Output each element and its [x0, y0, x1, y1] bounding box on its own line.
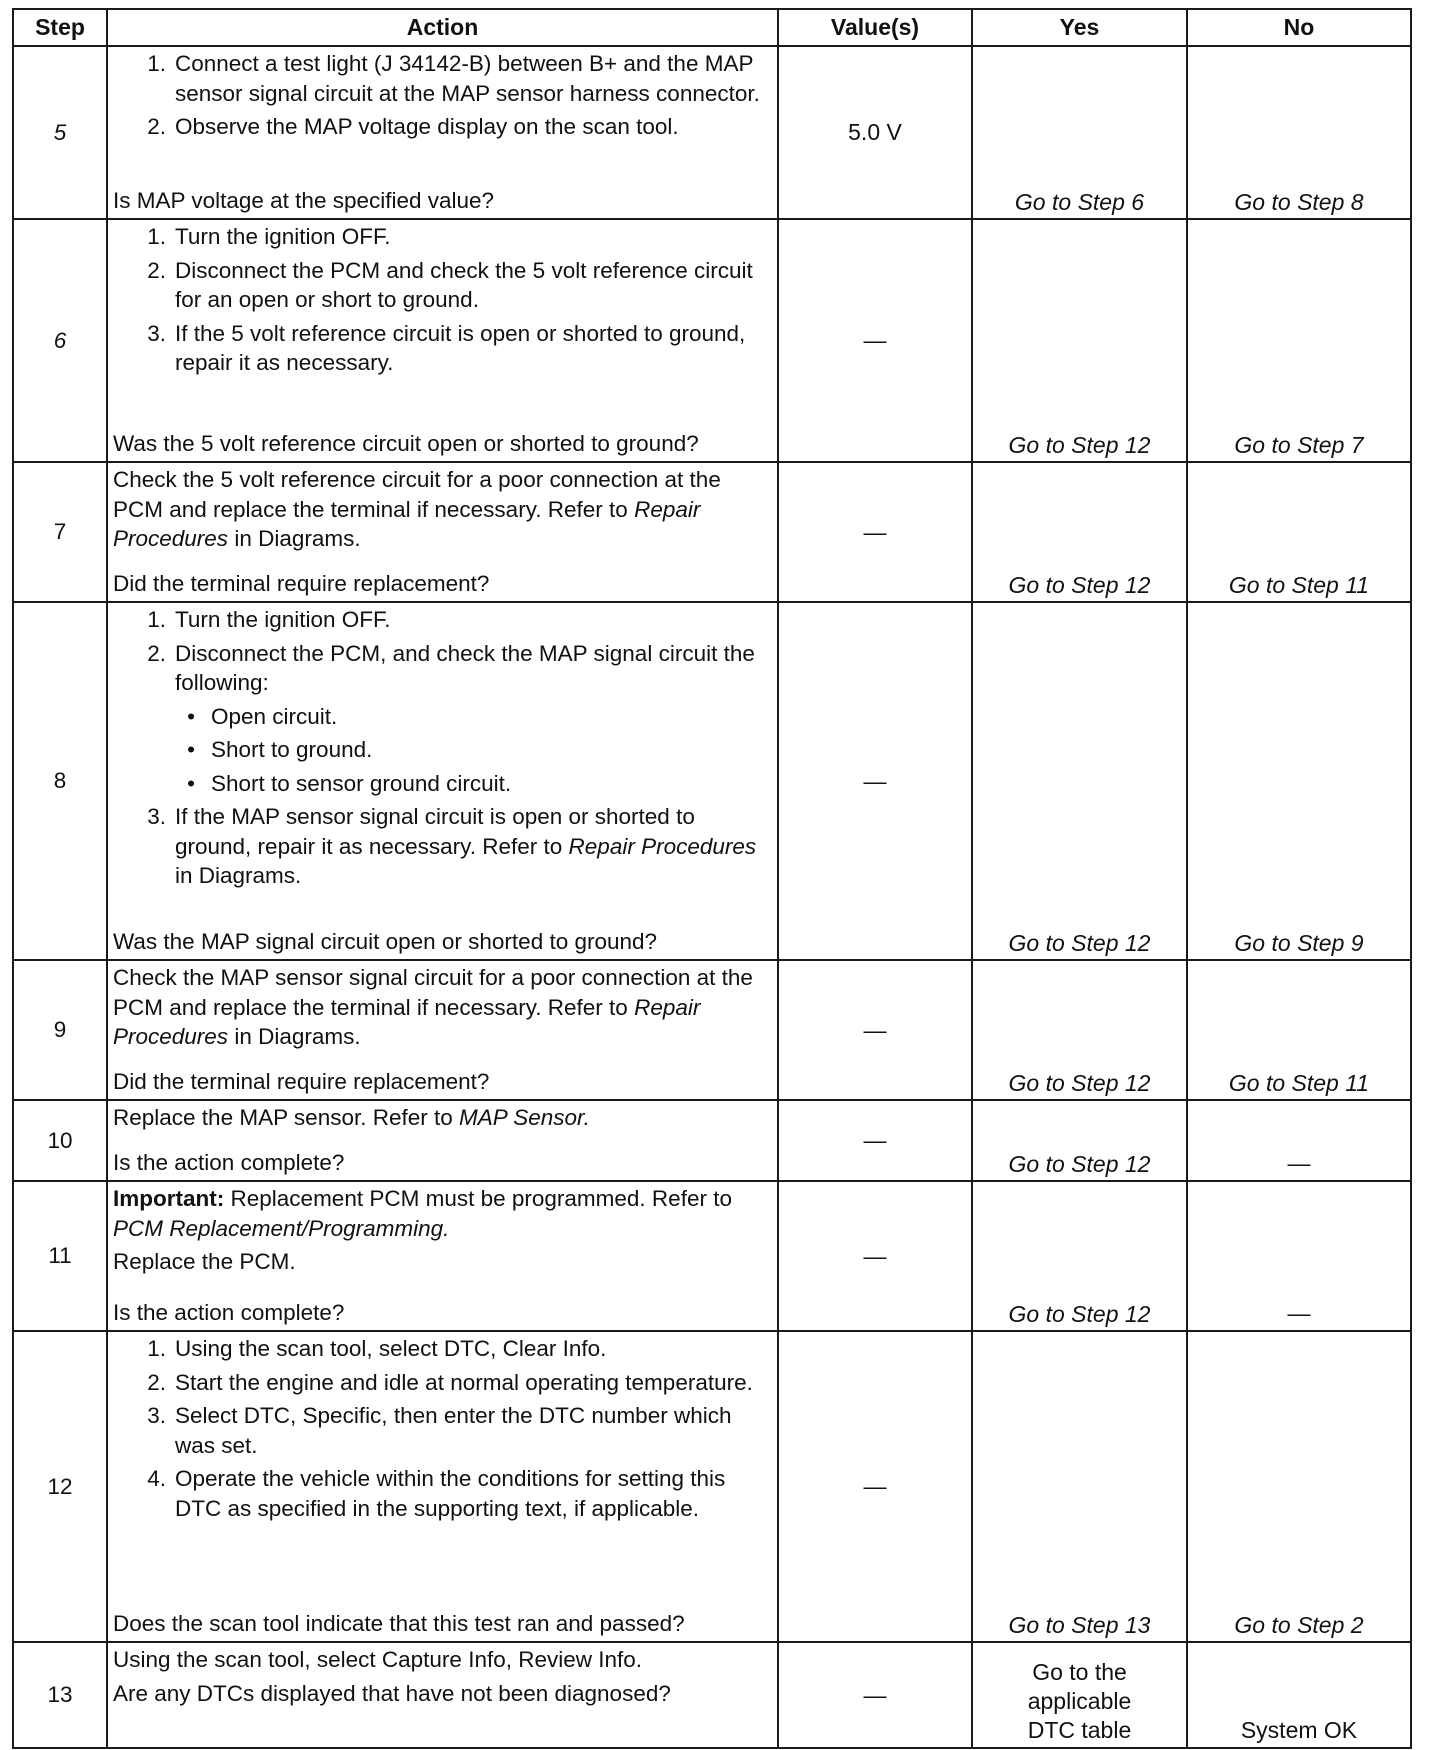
- question: Did the terminal require replacement?: [113, 1068, 490, 1094]
- item-text: Turn the ignition OFF.: [175, 607, 391, 632]
- header-action: Action: [107, 9, 778, 46]
- no-action: Go to Step 8: [1187, 46, 1411, 219]
- bullet-text: Short to ground.: [211, 737, 373, 762]
- question: Was the MAP signal circuit open or shorted to ground?: [113, 928, 658, 954]
- no-action: System OK: [1187, 1642, 1411, 1748]
- bullet-item: [113, 735, 771, 765]
- header-no: No: [1187, 9, 1411, 46]
- action-text: Replace the PCM.: [113, 1249, 296, 1274]
- important-note: [113, 1184, 771, 1243]
- action-text: [113, 465, 771, 554]
- question: Does the scan tool indicate that this test ran and passed?: [113, 1610, 685, 1636]
- list-item: [113, 605, 771, 635]
- value-cell: —: [778, 462, 972, 602]
- yes-action: Go to Step 12: [972, 1181, 1187, 1331]
- step-number: 12: [13, 1331, 107, 1642]
- yes-action: Go to Step 12: [972, 462, 1187, 602]
- value-cell: —: [778, 1331, 972, 1642]
- reference-link[interactable]: Repair Procedures: [568, 833, 757, 859]
- reference-link[interactable]: MAP Sensor.: [459, 1105, 590, 1130]
- item-text: If the 5 volt reference circuit is open or shorted to ground, repair it as necessary.: [175, 320, 746, 375]
- value-cell: —: [778, 1181, 972, 1331]
- item-number: 2.: [147, 114, 166, 139]
- action-text: [113, 963, 771, 1052]
- action-cell: [107, 219, 778, 462]
- no-action: —: [1187, 1181, 1411, 1331]
- list-item: [113, 112, 771, 142]
- no-action: Go to Step 9: [1187, 602, 1411, 960]
- action-cell: [107, 1100, 778, 1181]
- step-number: 7: [13, 462, 107, 602]
- action-text: Using the scan tool, select Capture Info, Review Info.: [113, 1647, 643, 1672]
- item-number: 1.: [147, 607, 166, 632]
- bullet-icon: •: [187, 737, 195, 762]
- reference-link[interactable]: Repair Procedures: [113, 994, 701, 1049]
- reference-link[interactable]: PCM Replacement/Programming.: [113, 1215, 450, 1241]
- list-item: [113, 256, 771, 315]
- reference-suffix: in Diagrams.: [175, 863, 302, 888]
- item-text: Turn the ignition OFF.: [175, 224, 391, 249]
- item-text: Using the scan tool, select DTC, Clear Info.: [175, 1336, 607, 1361]
- header-row: [13, 9, 1411, 46]
- item-number: 1.: [147, 51, 166, 76]
- item-text: Disconnect the PCM, and check the MAP signal circuit the following:: [175, 640, 755, 695]
- question: Is the action complete?: [113, 1299, 345, 1325]
- action-body: Check the 5 volt reference circuit for a poor connection at the PCM and replace the terminal if necessary. Refer to: [113, 467, 721, 522]
- list-item: [113, 1464, 771, 1523]
- question: Is the action complete?: [113, 1149, 345, 1175]
- step-row-8: [13, 602, 1411, 960]
- step-row-5: [13, 46, 1411, 219]
- step-number: 13: [13, 1642, 107, 1748]
- value-cell: —: [778, 1642, 972, 1748]
- step-row-6: [13, 219, 1411, 462]
- question: Was the 5 volt reference circuit open or shorted to ground?: [113, 430, 699, 456]
- item-text: Select DTC, Specific, then enter the DTC number which was set.: [175, 1403, 732, 1458]
- no-action: Go to Step 2: [1187, 1331, 1411, 1642]
- list-item: [113, 49, 771, 108]
- item-number: 4.: [147, 1466, 166, 1491]
- question: Did the terminal require replacement?: [113, 570, 490, 596]
- no-action: —: [1187, 1100, 1411, 1181]
- bullet-item: [113, 702, 771, 732]
- list-item: [113, 802, 771, 891]
- yes-action: Go to Step 12: [972, 602, 1187, 960]
- step-number: 11: [13, 1181, 107, 1331]
- header-step: Step: [13, 9, 107, 46]
- item-number: 3.: [147, 804, 166, 829]
- no-action: Go to Step 7: [1187, 219, 1411, 462]
- item-number: 2.: [147, 1369, 166, 1395]
- list-item: [113, 639, 771, 698]
- value-cell: —: [778, 1100, 972, 1181]
- action-cell: [107, 602, 778, 960]
- question: Are any DTCs displayed that have not been diagnosed?: [113, 1680, 671, 1706]
- step-row-11: [13, 1181, 1411, 1331]
- bullet-item: [113, 769, 771, 799]
- step-number: 10: [13, 1100, 107, 1181]
- action-cell: [107, 1331, 778, 1642]
- action-cell: [107, 1181, 778, 1331]
- item-number: 3.: [147, 320, 166, 346]
- step-row-12: [13, 1331, 1411, 1642]
- yes-action: Go to Step 12: [972, 219, 1187, 462]
- item-number: 2.: [147, 640, 166, 666]
- yes-action: Go to the applicable DTC table: [972, 1642, 1187, 1748]
- list-item: [113, 1368, 771, 1398]
- yes-action: Go to Step 12: [972, 960, 1187, 1100]
- step-row-7: [13, 462, 1411, 602]
- reference-suffix: in Diagrams.: [234, 1024, 361, 1049]
- step-row-10: [13, 1100, 1411, 1181]
- item-text: Operate the vehicle within the conditions for setting this DTC as specified in the supporting text, if applicable.: [175, 1466, 726, 1521]
- bullet-text: Open circuit.: [211, 703, 338, 729]
- step-number: 8: [13, 602, 107, 960]
- list-item: [113, 319, 771, 378]
- list-item: [113, 1334, 771, 1364]
- bullet-icon: •: [187, 770, 195, 796]
- action-cell: [107, 960, 778, 1100]
- step-row-9: [13, 960, 1411, 1100]
- header-yes: Yes: [972, 9, 1187, 46]
- step-number: 9: [13, 960, 107, 1100]
- diagnostic-table: [12, 8, 1412, 1749]
- no-action: Go to Step 11: [1187, 462, 1411, 602]
- header-values: Value(s): [778, 9, 972, 46]
- bullet-icon: •: [187, 703, 195, 729]
- important-label: Important:: [113, 1186, 225, 1211]
- question: Is MAP voltage at the specified value?: [113, 187, 495, 213]
- item-text: Observe the MAP voltage display on the scan tool.: [175, 114, 679, 139]
- action-cell: [107, 1642, 778, 1748]
- action-cell: [107, 462, 778, 602]
- yes-action: Go to Step 13: [972, 1331, 1187, 1642]
- reference-suffix: in Diagrams.: [234, 526, 361, 551]
- list-item: [113, 1401, 771, 1460]
- step-number: 5: [13, 46, 107, 219]
- value-cell: —: [778, 602, 972, 960]
- value-cell: —: [778, 219, 972, 462]
- action-body: Replace the MAP sensor. Refer to: [113, 1105, 453, 1130]
- bullet-text: Short to sensor ground circuit.: [211, 770, 512, 796]
- item-text: Disconnect the PCM and check the 5 volt reference circuit for an open or short to ground.: [175, 257, 753, 312]
- step-row-13: [13, 1642, 1411, 1748]
- value-cell: —: [778, 960, 972, 1100]
- item-number: 3.: [147, 1403, 166, 1428]
- step-number: 6: [13, 219, 107, 462]
- yes-action: Go to Step 12: [972, 1100, 1187, 1181]
- reference-link[interactable]: Repair Procedures: [113, 496, 701, 551]
- yes-action: Go to Step 6: [972, 46, 1187, 219]
- item-number: 1.: [147, 224, 166, 249]
- item-text: If the MAP sensor signal circuit is open or shorted to ground, repair it as necessary. Refer to: [175, 804, 695, 859]
- action-text: [113, 1103, 771, 1133]
- action-body: Check the MAP sensor signal circuit for a poor connection at the PCM and replace the terminal if necessary. Refer to: [113, 965, 753, 1020]
- important-text: Replacement PCM must be programmed. Refer to: [230, 1186, 732, 1211]
- item-number: 2.: [147, 257, 166, 283]
- value-cell: 5.0 V: [778, 46, 972, 219]
- item-text: Connect a test light (J 34142-B) between B+ and the MAP sensor signal circuit at the MAP sensor harness connector.: [175, 51, 760, 106]
- action-cell: [107, 46, 778, 219]
- no-action: Go to Step 11: [1187, 960, 1411, 1100]
- item-number: 1.: [147, 1336, 166, 1361]
- list-item: [113, 222, 771, 252]
- item-text: Start the engine and idle at normal operating temperature.: [175, 1369, 753, 1395]
